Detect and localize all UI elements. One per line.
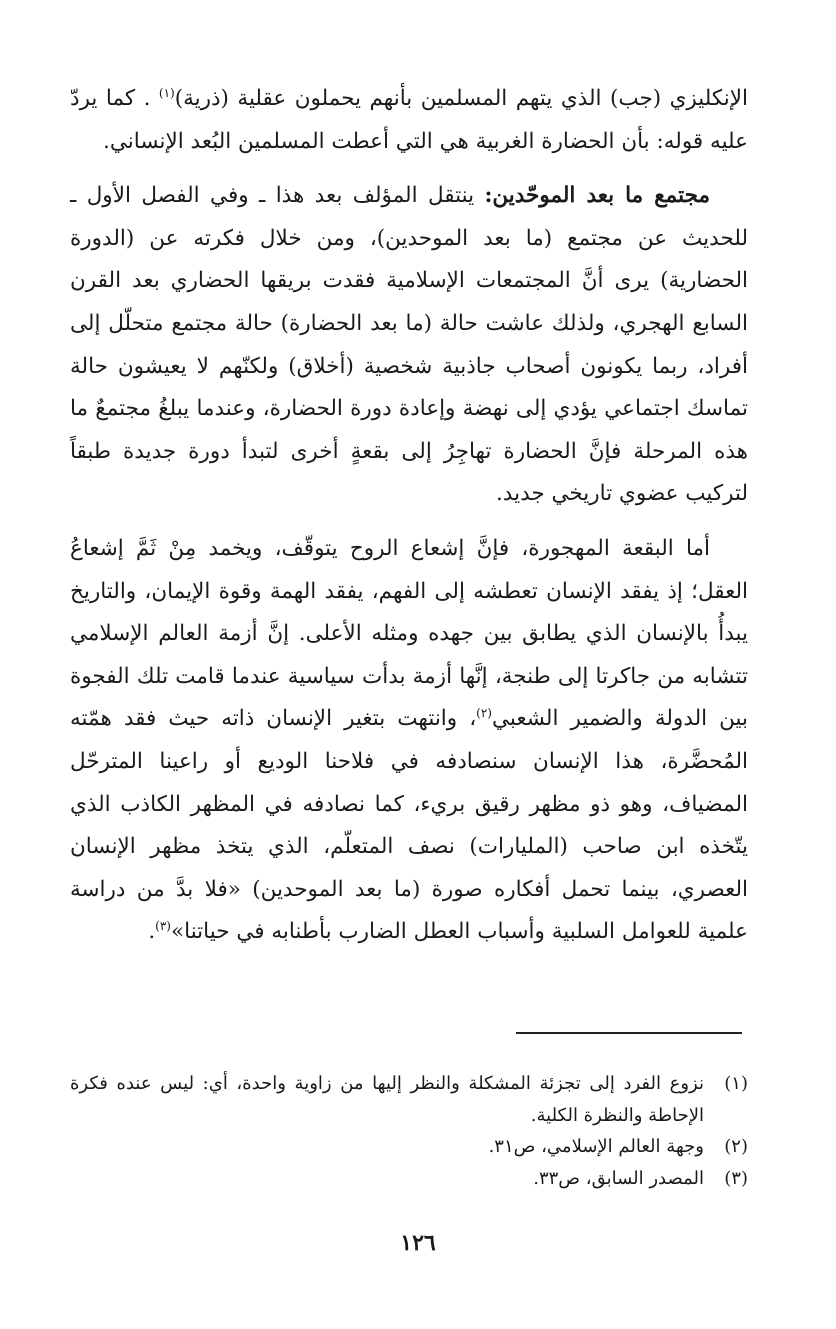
footnotes [70, 1068, 748, 1194]
footnote-text: وجهة العالم الإسلامي، ص٣١. [488, 1136, 704, 1157]
footnote-1 [70, 1068, 748, 1131]
footnote-ref-3: (٣) [155, 919, 171, 934]
page-number: ١٢٦ [400, 1230, 436, 1256]
paragraph-3-close: . [148, 919, 156, 945]
paragraph-3 [70, 528, 748, 954]
footnote-text: نزوع الفرد إلى تجزئة المشكلة والنظر إليها من زاوية واحدة، أي: ليس عنده فكرة الإحاطة والنظرة الكلية. [70, 1073, 704, 1126]
footnote-number: (١) [724, 1073, 748, 1094]
section-heading: مجتمع ما بعد الموحّدين: [484, 183, 710, 209]
paragraph-1-end: . كما يردّ عليه قوله: بأن الحضارة الغربية هي التي أعطت المسلمين البُعد الإنساني. [70, 86, 748, 154]
footnote-ref-1: (١) [158, 85, 175, 100]
footnote-ref-2: (٢) [476, 706, 492, 721]
footnote-separator [516, 1032, 742, 1034]
footnote-number: (٣) [724, 1167, 748, 1189]
paragraph-1 [70, 78, 748, 163]
paragraph-3-end: ، وانتهت بتغير الإنسان ذاته حيث فقد همّته المُحضَّرة، هذا الإنسان سنصادفه في فلاحنا الوديع أو راعينا المترحّل المضياف، وهو ذو مظهر رقيق بريء، كما نصادفه في المظهر الكاذب الذي يتّخذه ابن صاحب (المليارات) نصف المتعلّم، الذي يتخذ مظهر الإنسان العصري، بينما تحمل أفكاره صورة (ما بعد الموحدين) «فلا بدَّ من دراسة علمية للعوامل السلبية وأسباب العطل الضارب بأطنابه في حياتنا» [70, 706, 748, 945]
paragraph-2 [70, 175, 748, 516]
paragraph-1-text: الإنكليزي (جب) الذي يتهم المسلمين بأنهم يحملون عقلية (ذرية) [174, 86, 748, 111]
footnote-text: المصدر السابق، ص٣٣. [533, 1167, 704, 1189]
paragraph-3-text: أما البقعة المهجورة، فإنَّ إشعاع الروح يتوقّف، ويخمد مِنْ ثَمَّ إشعاعُ العقل؛ إذ يفقد الإنسان تعطشه إلى الفهم، يفقد الهمة وقوة الإيمان، والتاريخ يبدأُ بالإنسان الذي يطابق بين جهده ومثله الأعلى. إنَّ أزمة العالم الإسلامي تتشابه من جاكرتا إلى طنجة، إنَّها أزمة بدأت سياسية عندما قامت تلك الفجوة بين الدولة والضمير الشعبي [70, 535, 748, 732]
main-text [70, 78, 748, 954]
paragraph-2-text: ينتقل المؤلف بعد هذا ـ وفي الفصل الأول ـ للحديث عن مجتمع (ما بعد الموحدين)، ومن خلال فكرته عن (الدورة الحضارية) يرى أنَّ المجتمعات الإسلامية فقدت بريقها الحضاري بعد القرن السابع الهجري، ولذلك عاشت حالة (ما بعد الحضارة) حالة مجتمع متحلّل إلى أفراد، ربما يكونون أصحاب جاذبية شخصية (أخلاق) ولكنّهم لا يعيشون حالة تماسك اجتماعي يؤدي إلى نهضة وإعادة دورة الحضارة، وعندما يبلغُ مجتمعٌ ما هذه المرحلة فإنَّ الحضارة تهاجِرُ إلى بقعةٍ أخرى لتبدأ دورة جديدة طبقاً لتركيب عضوي تاريخي جديد. [70, 183, 748, 507]
footnote-2 [70, 1131, 748, 1163]
footnote-number: (٢) [724, 1136, 748, 1157]
footnote-3 [70, 1163, 748, 1195]
